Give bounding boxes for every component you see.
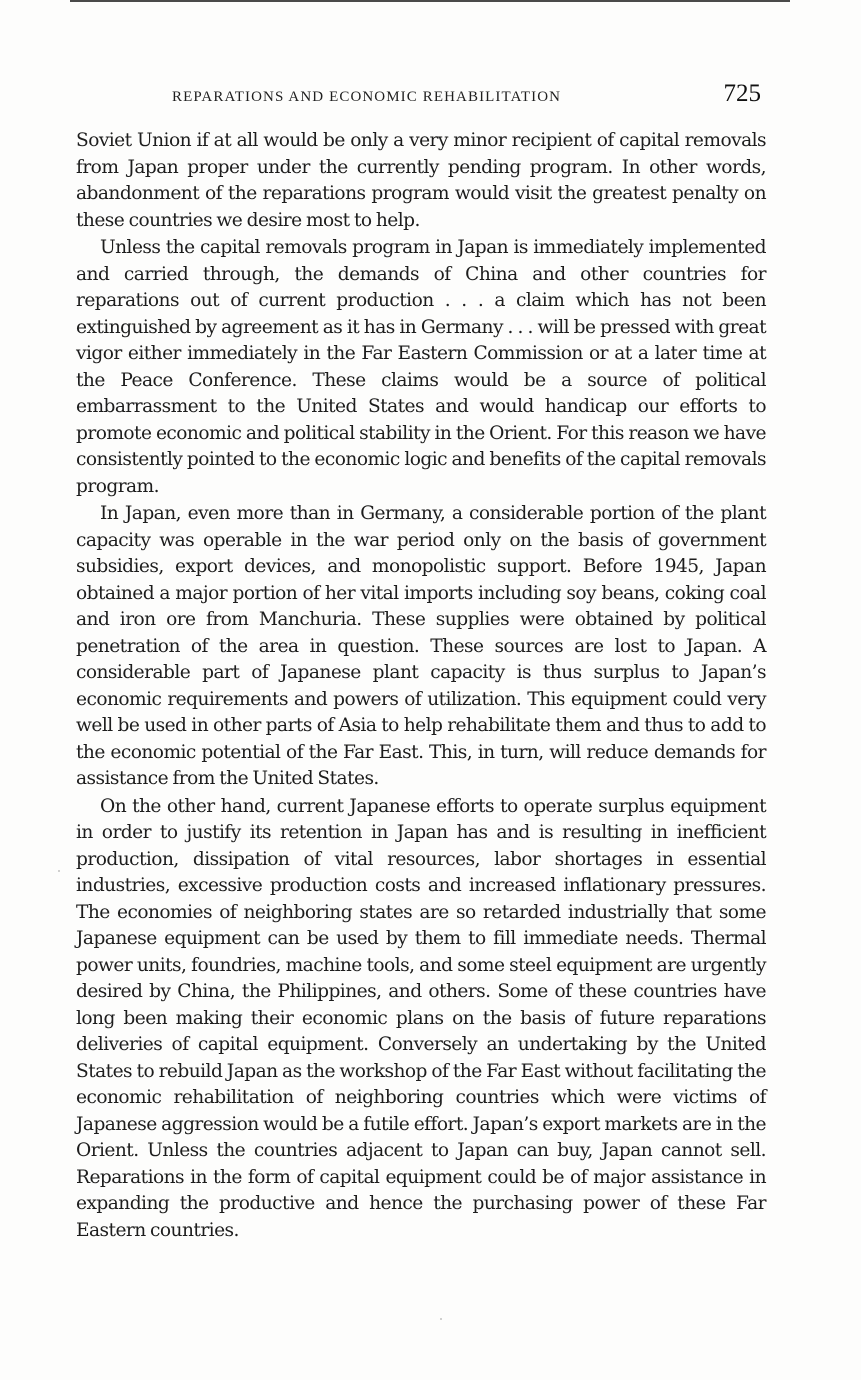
paragraph-1: Soviet Union if at all would be only a very minor recipient of capital removals from Japan proper under the currently pending program. In other words, abandonment of the reparations program would visit the greatest penalty on these countries we desire most to help. xyxy=(76,130,766,231)
page-header xyxy=(76,80,766,116)
paragraph-3: In Japan, even more than in Germany, a considerable portion of the plant capacity was operable in the war period only on the basis of government subsidies, export devices, and monopolistic support. Before 1945, Japan obtained a major portion of her vital imports including soy beans, coking coal and iron ore from Manchuria. These supplies were obtained by political penetration of the area in question. These sources are lost to Japan. A considerable part of Japanese plant capacity is thus surplus to Japan’s economic requirements and powers of utilization. This equipment could very well be used in other parts of Asia to help rehabilitate them and thus to add to the economic potential of the Far East. This, in turn, will reduce demands for assistance from the United States. xyxy=(76,503,766,789)
top-edge-rule xyxy=(70,0,790,2)
body-text xyxy=(76,128,766,1245)
running-title: REPARATIONS AND ECONOMIC REHABILITATION xyxy=(172,89,562,105)
paragraph-4: On the other hand, current Japanese efforts to operate surplus equipment in order to justify its retention in Japan has and is resulting in inefficient production, dissipation of vital resources, labor shortages in essential industries, excessive production costs and increased inflationary pressures. The economies of neighboring states are so retarded industrially that some Japanese equipment can be used by them to fill immediate needs. Thermal power units, foundries, machine tools, and some steel equipment are urgently desired by China, the Philippines, and others. Some of these countries have long been making their economic plans on the basis of future reparations deliveries of capital equipment. Conversely an undertaking by the United States to rebuild Japan as the workshop of the Far East without facilitating the economic rehabilitation of neighboring countries which were victims of Japanese aggression would be a futile effort. Japan’s export markets are in the Orient. Unless the countries adjacent to Japan can buy, Japan cannot sell. Reparations in the form of capital equipment could be of major assistance in expanding the productive and hence the purchasing power of these Far Eastern countries. xyxy=(76,795,766,1241)
page-number: 725 xyxy=(723,80,761,107)
paragraph-2: Unless the capital removals program in Japan is immediately implemented and carried through, the demands of China and other countries for reparations out of current production . . . a claim which has not been extinguished by agreement as it has in Germany . . . will be pressed with great vigor either immediately in the Far Eastern Commission or at a later time at the Peace Conference. These claims would be a source of political embarrassment to the United States and would handicap our efforts to promote economic and political stability in the Orient. For this reason we have consistently pointed to the economic logic and benefits of the capital removals program. xyxy=(76,237,766,497)
paper-speck xyxy=(58,870,60,872)
paper-speck xyxy=(440,1318,442,1320)
